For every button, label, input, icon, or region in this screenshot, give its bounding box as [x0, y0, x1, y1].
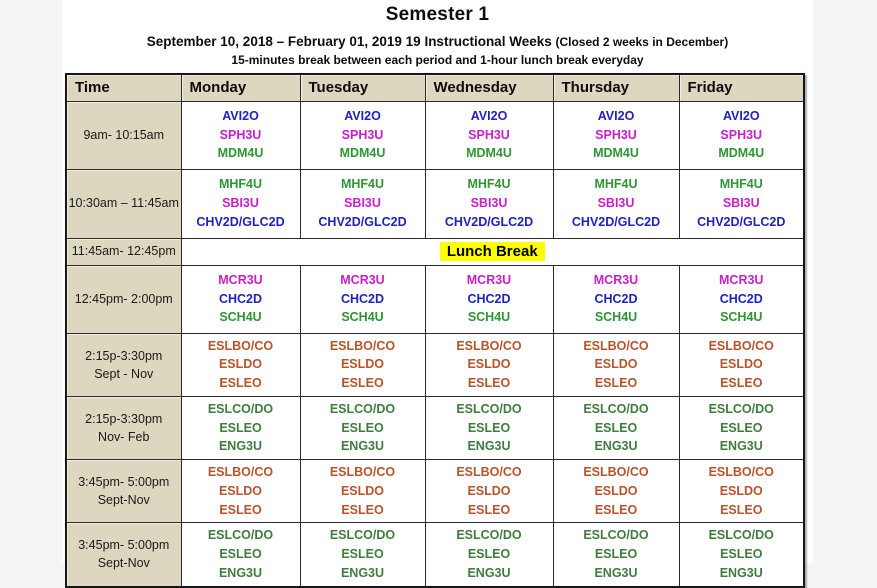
subtitle-dates: September 10, 2018 – February 01, 2019 19 Instructional Weeks: [146, 34, 556, 49]
course-code: ESLDO: [218, 483, 263, 498]
course-code: CHC2D: [340, 291, 385, 306]
time-months: Nov- Feb: [98, 429, 150, 444]
lunch-break-cell: [181, 238, 804, 265]
course-code: MCR3U: [719, 272, 764, 287]
course-code: MCR3U: [340, 272, 385, 287]
course-code: ESLBO/CO: [329, 338, 396, 353]
time-cell: [66, 523, 181, 587]
course-stack: [182, 337, 300, 393]
schedule-cell-wednesday: [425, 101, 553, 169]
course-stack: [426, 526, 553, 582]
course-code: ESLEO: [219, 420, 262, 435]
course-code: MDM4U: [718, 146, 765, 161]
course-code: ESLCO/DO: [456, 528, 522, 543]
time-cell: [66, 460, 181, 523]
course-code: MDM4U: [593, 146, 639, 161]
schedule-cell-tuesday: [300, 333, 425, 396]
course-stack: [182, 526, 300, 582]
course-code: SPH3U: [341, 127, 384, 142]
time-range: 2:15p-3:30pm: [85, 348, 163, 363]
course-code: ESLEO: [467, 420, 511, 435]
schedule-cell-wednesday: [425, 169, 553, 238]
course-stack: [680, 526, 804, 582]
time-range: 12:45pm- 2:00pm: [74, 291, 173, 306]
course-code: AVI2O: [344, 108, 381, 123]
course-stack: [301, 175, 425, 231]
course-code: ESLEO: [341, 547, 384, 561]
course-stack: [554, 337, 679, 393]
page: [62, 0, 813, 580]
lunch-break-label: Lunch Break: [440, 242, 545, 261]
schedule-cell-thursday: [553, 460, 679, 523]
time-cell: [66, 169, 181, 238]
course-code: SCH4U: [720, 310, 763, 325]
course-code: ESLDO: [594, 357, 638, 372]
course-code: ESLDO: [467, 357, 511, 372]
course-code: ESLEO: [720, 502, 763, 517]
time-cell: [66, 333, 181, 396]
course-code: ESLEO: [219, 502, 262, 517]
course-code: SBI3U: [222, 196, 259, 211]
course-code: CHC2D: [594, 291, 638, 306]
course-code: ESLCO/DO: [708, 401, 774, 416]
course-code: ENG3U: [218, 565, 263, 580]
course-code: MDM4U: [217, 146, 264, 161]
schedule-cell-thursday: [553, 101, 679, 169]
course-code: ESLCO/DO: [583, 401, 649, 416]
course-code: AVI2O: [470, 108, 508, 123]
course-code: SPH3U: [468, 127, 510, 142]
course-code: SPH3U: [219, 127, 262, 142]
course-code: MHF4U: [340, 177, 385, 192]
schedule-cell-friday: [679, 265, 804, 333]
column-header-friday: Friday: [679, 74, 804, 101]
course-code: CHC2D: [218, 291, 263, 306]
course-stack: [680, 463, 804, 519]
course-code: ENG3U: [340, 439, 385, 454]
timetable-row: [66, 396, 804, 459]
course-stack: [554, 526, 679, 582]
schedule-cell-monday: [181, 101, 300, 169]
course-code: MHF4U: [467, 177, 511, 192]
course-code: ESLCO/DO: [456, 401, 522, 416]
course-code: MDM4U: [466, 146, 512, 161]
course-code: ESLCO/DO: [583, 528, 649, 543]
course-code: ENG3U: [340, 565, 385, 580]
schedule-cell-friday: [679, 101, 804, 169]
course-code: ESLEO: [467, 547, 511, 561]
column-header-wednesday: Wednesday: [425, 74, 553, 101]
schedule-cell-tuesday: [300, 265, 425, 333]
schedule-cell-tuesday: [300, 523, 425, 587]
course-code: SCH4U: [594, 310, 638, 325]
course-code: ESLDO: [719, 357, 763, 372]
course-code: AVI2O: [597, 108, 635, 123]
schedule-cell-thursday: [553, 396, 679, 459]
course-code: ESLEO: [720, 547, 763, 561]
schedule-cell-monday: [181, 460, 300, 523]
course-stack: [182, 400, 300, 456]
course-stack: [554, 400, 679, 456]
course-code: SBI3U: [722, 196, 760, 211]
course-code: CHV2D/GLC2D: [571, 214, 661, 229]
course-stack: [301, 463, 425, 519]
course-code: MCR3U: [218, 272, 263, 287]
course-code: ESLDO: [218, 357, 263, 372]
course-code: ESLEO: [341, 420, 384, 435]
subtitle-breaks-note: 15-minutes break between each period and 1-hour lunch break everyday: [231, 53, 644, 67]
schedule-cell-monday: [181, 265, 300, 333]
course-code: ESLBO/CO: [207, 465, 274, 479]
column-header-time: Time: [66, 74, 181, 101]
course-stack: [182, 463, 300, 519]
course-stack: [554, 463, 679, 519]
course-code: ESLEO: [467, 502, 511, 517]
course-code: MHF4U: [594, 177, 638, 192]
timetable-row: [66, 169, 804, 238]
timetable-row: [66, 333, 804, 396]
course-code: SBI3U: [597, 196, 635, 211]
course-code: ESLEO: [594, 420, 638, 435]
course-code: ESLBO/CO: [456, 465, 522, 479]
course-stack: [554, 271, 679, 327]
course-code: SPH3U: [595, 127, 637, 142]
schedule-cell-thursday: [553, 333, 679, 396]
course-code: ESLEO: [594, 502, 638, 517]
course-code: ENG3U: [594, 565, 638, 580]
time-range: 3:45pm- 5:00pm: [78, 538, 170, 553]
course-stack: [426, 271, 553, 327]
schedule-cell-friday: [679, 396, 804, 459]
timetable-row: [66, 101, 804, 169]
course-code: CHC2D: [719, 291, 763, 306]
course-code: MCR3U: [593, 272, 639, 287]
course-code: ESLBO/CO: [583, 338, 649, 353]
schedule-cell-monday: [181, 333, 300, 396]
time-months: Sept-Nov: [97, 493, 150, 508]
course-code: ESLBO/CO: [207, 338, 274, 353]
schedule-cell-tuesday: [300, 460, 425, 523]
schedule-cell-tuesday: [300, 101, 425, 169]
course-stack: [182, 175, 300, 231]
course-code: ENG3U: [218, 439, 263, 454]
course-code: ESLEO: [341, 502, 384, 517]
course-code: ESLCO/DO: [207, 401, 274, 416]
time-range: 2:15p-3:30pm: [85, 411, 163, 426]
course-code: ESLEO: [341, 376, 384, 390]
course-code: SBI3U: [470, 196, 508, 211]
course-code: ENG3U: [719, 439, 763, 454]
course-code: ESLDO: [719, 483, 763, 498]
course-stack: [182, 271, 300, 327]
course-code: ESLCO/DO: [329, 528, 396, 543]
course-code: MHF4U: [719, 177, 763, 192]
course-code: MHF4U: [218, 177, 263, 192]
schedule-cell-wednesday: [425, 396, 553, 459]
course-stack: [301, 107, 425, 163]
course-code: ESLEO: [467, 376, 511, 390]
course-code: ESLCO/DO: [329, 401, 396, 416]
course-stack: [680, 107, 804, 163]
time-months: Sept-Nov: [97, 556, 150, 571]
course-code: ESLDO: [340, 357, 385, 372]
course-code: ESLEO: [720, 420, 763, 435]
timetable-row: [66, 238, 804, 265]
course-stack: [426, 107, 553, 163]
schedule-cell-wednesday: [425, 333, 553, 396]
timetable: [65, 73, 805, 588]
course-code: SPH3U: [720, 127, 763, 142]
schedule-cell-wednesday: [425, 460, 553, 523]
schedule-cell-wednesday: [425, 265, 553, 333]
header-row: [66, 74, 804, 101]
course-stack: [426, 400, 553, 456]
course-code: ESLCO/DO: [207, 528, 274, 543]
course-code: ESLDO: [467, 483, 511, 498]
timetable-row: [66, 523, 804, 587]
course-code: SBI3U: [344, 196, 381, 211]
course-code: CHV2D/GLC2D: [318, 214, 407, 229]
course-code: CHV2D/GLC2D: [444, 214, 534, 229]
schedule-cell-friday: [679, 460, 804, 523]
schedule-cell-monday: [181, 169, 300, 238]
course-stack: [182, 107, 300, 163]
course-code: ESLCO/DO: [708, 528, 774, 543]
course-stack: [301, 271, 425, 327]
timetable-wrap: [65, 73, 805, 588]
course-stack: [426, 175, 553, 231]
schedule-cell-tuesday: [300, 169, 425, 238]
course-stack: [301, 526, 425, 582]
course-stack: [680, 271, 804, 327]
course-code: ESLBO/CO: [708, 465, 774, 479]
course-code: ESLEO: [720, 376, 763, 390]
subtitle-closure-note: (Closed 2 weeks in December): [555, 35, 729, 49]
course-code: ESLDO: [594, 483, 638, 498]
time-cell: [66, 265, 181, 333]
course-stack: [680, 400, 804, 456]
schedule-cell-friday: [679, 523, 804, 587]
column-header-tuesday: Tuesday: [300, 74, 425, 101]
subtitle: [62, 33, 813, 51]
course-code: ESLDO: [340, 483, 385, 498]
course-stack: [680, 175, 804, 231]
timetable-row: [66, 265, 804, 333]
course-code: MDM4U: [339, 146, 386, 161]
time-range: 10:30am – 11:45am: [68, 196, 179, 211]
course-code: SCH4U: [219, 310, 262, 325]
course-code: ENG3U: [719, 565, 763, 580]
course-code: ENG3U: [467, 565, 511, 580]
time-cell: [66, 101, 181, 169]
course-code: MCR3U: [466, 272, 512, 287]
column-header-monday: Monday: [181, 74, 300, 101]
course-code: AVI2O: [722, 108, 760, 123]
page-title: Semester 1: [385, 4, 490, 25]
timetable-row: [66, 460, 804, 523]
schedule-cell-monday: [181, 523, 300, 587]
course-stack: [426, 463, 553, 519]
schedule-cell-wednesday: [425, 523, 553, 587]
course-code: CHC2D: [467, 291, 511, 306]
course-stack: [554, 175, 679, 231]
time-range: 11:45am- 12:45pm: [71, 244, 176, 259]
course-code: ESLBO/CO: [456, 338, 522, 353]
schedule-cell-thursday: [553, 265, 679, 333]
schedule-cell-tuesday: [300, 396, 425, 459]
course-code: ESLBO/CO: [583, 465, 649, 479]
course-stack: [301, 400, 425, 456]
course-code: ESLEO: [594, 376, 638, 390]
schedule-cell-friday: [679, 333, 804, 396]
schedule-cell-thursday: [553, 169, 679, 238]
timetable-body: [66, 101, 804, 587]
course-code: SCH4U: [341, 310, 384, 325]
schedule-cell-thursday: [553, 523, 679, 587]
course-code: SCH4U: [467, 310, 511, 325]
course-code: ESLEO: [219, 547, 262, 561]
course-code: ESLEO: [594, 547, 638, 561]
column-header-thursday: Thursday: [553, 74, 679, 101]
schedule-cell-monday: [181, 396, 300, 459]
course-code: ENG3U: [467, 439, 511, 454]
time-range: 3:45pm- 5:00pm: [78, 475, 170, 489]
time-cell: [66, 238, 181, 265]
timetable-header: [66, 74, 804, 101]
course-stack: [301, 337, 425, 393]
time-months: Sept - Nov: [94, 366, 154, 381]
schedule-cell-friday: [679, 169, 804, 238]
course-stack: [426, 337, 553, 393]
course-code: ESLEO: [219, 376, 262, 390]
course-stack: [554, 107, 679, 163]
course-code: CHV2D/GLC2D: [697, 214, 786, 229]
time-range: 9am- 10:15am: [83, 127, 165, 142]
course-stack: [680, 337, 804, 393]
course-code: ESLBO/CO: [708, 338, 774, 353]
course-code: AVI2O: [222, 108, 259, 123]
course-code: ENG3U: [594, 439, 638, 454]
course-code: ESLBO/CO: [329, 465, 396, 479]
time-cell: [66, 396, 181, 459]
course-code: CHV2D/GLC2D: [196, 214, 285, 229]
